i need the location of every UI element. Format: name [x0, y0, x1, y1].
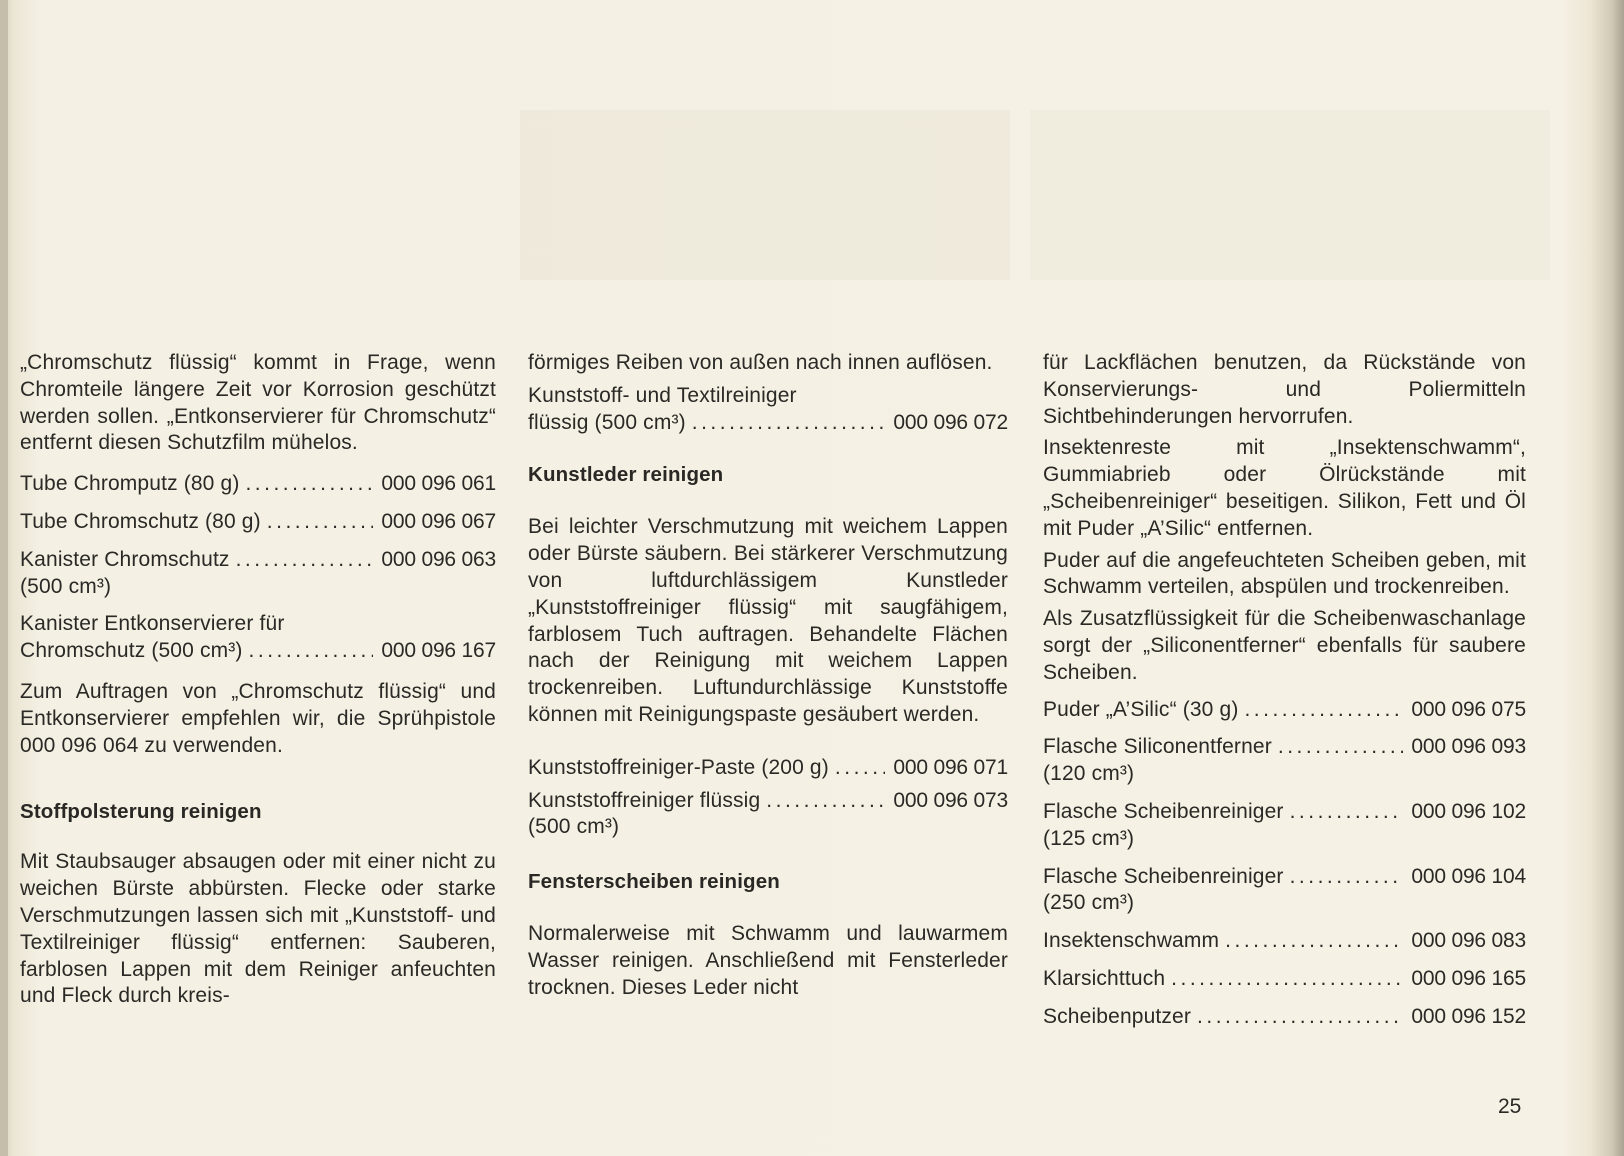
bleed-through-shadow: [520, 110, 1010, 280]
item-subline: (500 cm³): [20, 574, 112, 598]
dot-leader: [835, 755, 886, 782]
column-right: [1043, 350, 1526, 1031]
part-number: 000 096 063: [381, 547, 496, 571]
parts-item: [528, 788, 1008, 815]
parts-item: [20, 509, 496, 536]
parts-item: [1043, 928, 1526, 955]
part-number: 000 096 061: [381, 472, 496, 496]
parts-item: [528, 410, 1008, 437]
item-preline: Kanister Entkonservierer für: [20, 612, 285, 636]
item-name: Flasche Scheibenreiniger: [1043, 864, 1284, 888]
item-name: Flasche Scheibenreiniger: [1043, 799, 1284, 823]
note-paragraph: Zum Auftragen von „Chromschutz flüssig“ und Entkonservierer empfehlen wir, die Sprühpistole 000 096 064 zu verwenden.: [20, 679, 496, 757]
column-middle: [528, 350, 1008, 1002]
part-number: 000 096 083: [1411, 929, 1526, 953]
body-paragraph: Bei leichter Verschmutzung mit weichem Lappen oder Bürste säubern. Bei stärkerer Verschmutzung von luftdurchlässigem Kunstleder „Kunststoffreiniger flüssig“ mit saugfähigem, farblosem Tuch auftragen. Behandelte Flächen nach der Reinigung mit weichem Lappen trockenreiben. Luftundurchlässige Kunststoffe können mit Reinigungspaste gesäubert werden.: [528, 515, 1008, 726]
column-left: [20, 350, 496, 1010]
part-number: 000 096 102: [1411, 799, 1526, 823]
item-name: Kunststoffreiniger-Paste (200 g): [528, 755, 829, 779]
part-number: 000 096 067: [381, 509, 496, 533]
parts-item: [1043, 697, 1526, 724]
body-paragraph: Als Zusatzflüssigkeit für die Scheibenwaschanlage sorgt der „Siliconentferner“ ebenfalls für saubere Scheiben.: [1043, 607, 1526, 684]
item-preline: Kunststoff- und Textilreiniger: [528, 383, 797, 407]
part-number: 000 096 093: [1411, 735, 1526, 759]
continued-paragraph: förmiges Reiben von außen nach innen auflösen.: [528, 351, 993, 374]
item-name: flüssig (500 cm³): [528, 410, 686, 434]
body-paragraph: Puder auf die angefeuchteten Scheiben geben, mit Schwamm verteilen, abspülen und trockenreiben.: [1043, 548, 1526, 599]
item-name: Kanister Chromschutz: [20, 547, 230, 571]
item-name: Flasche Siliconentferner: [1043, 735, 1272, 759]
part-number: 000 096 104: [1411, 864, 1526, 888]
body-paragraph: Mit Staubsauger absaugen oder mit einer nicht zu weichen Bürste abbürsten. Flecke oder starke Verschmutzungen lassen sich mit „Kunststoff- und Textilreiniger flüssig“ entfernen: Sauberen, farblosen Lappen mit dem Reiniger anfeuchten und Fleck durch kreis-: [20, 850, 496, 1008]
part-number: 000 096 073: [893, 788, 1008, 812]
item-name: Insektenschwamm: [1043, 929, 1220, 953]
part-number: 000 096 071: [893, 755, 1008, 779]
dot-leader: [1290, 799, 1404, 826]
parts-item: [20, 638, 496, 665]
part-number: 000 096 075: [1411, 697, 1526, 721]
item-subline: (250 cm³): [1043, 891, 1135, 915]
bleed-through-shadow-right: [1030, 110, 1550, 280]
body-paragraph: Normalerweise mit Schwamm und lauwarmem Wasser reinigen. Anschließend mit Fensterleder trocknen. Dieses Leder nicht: [528, 922, 1008, 999]
dot-leader: [1225, 928, 1403, 955]
parts-item: [528, 755, 1008, 782]
parts-item: [20, 547, 496, 574]
page-spine-shadow: [0, 0, 8, 1156]
parts-item: [1043, 864, 1526, 891]
item-name: Chromschutz (500 cm³): [20, 639, 243, 663]
dot-leader: [692, 410, 886, 437]
section-heading: Fensterscheiben reinigen: [528, 870, 780, 894]
item-name: Scheibenputzer: [1043, 1004, 1192, 1028]
part-number: 000 096 167: [381, 639, 496, 663]
dot-leader: [1290, 864, 1404, 891]
dot-leader: [1244, 697, 1403, 724]
dot-leader: [1171, 966, 1403, 993]
part-number: 000 096 165: [1411, 966, 1526, 990]
parts-item: [20, 471, 496, 498]
dot-leader: [249, 638, 374, 665]
parts-item: [1043, 799, 1526, 826]
dot-leader: [1197, 1004, 1403, 1031]
dot-leader: [766, 788, 885, 815]
item-name: Klarsichttuch: [1043, 966, 1166, 990]
item-subline: (500 cm³): [528, 815, 620, 839]
page-number: 25: [1498, 1095, 1522, 1118]
item-name: Puder „A’Silic“ (30 g): [1043, 697, 1239, 721]
dot-leader: [245, 471, 373, 498]
section-heading: Kunstleder reinigen: [528, 463, 724, 487]
item-name: Kunststoffreiniger flüssig: [528, 788, 761, 812]
section-heading: Stoffpolsterung reinigen: [20, 800, 262, 824]
parts-item: [1043, 1004, 1526, 1031]
body-paragraph: für Lackflächen benutzen, da Rückstände von Konservierungs- und Poliermitteln Sichtbehinderungen hervorrufen.: [1043, 351, 1526, 428]
dot-leader: [1278, 734, 1404, 761]
part-number: 000 096 072: [893, 410, 1008, 434]
item-subline: (125 cm³): [1043, 826, 1135, 850]
body-paragraph: Insektenreste mit „Insektenschwamm“, Gummiabrieb oder Ölrückstände mit „Scheibenreiniger“ beseitigen. Silikon, Fett und Öl mit Puder „A’Silic“ entfernen.: [1043, 436, 1526, 540]
item-subline: (120 cm³): [1043, 762, 1135, 786]
dot-leader: [236, 547, 374, 574]
parts-item: [1043, 966, 1526, 993]
dot-leader: [267, 509, 374, 536]
parts-item: [1043, 734, 1526, 761]
item-name: Tube Chromputz (80 g): [20, 472, 240, 496]
intro-paragraph: „Chromschutz flüssig“ kommt in Frage, wenn Chromteile längere Zeit vor Korrosion geschützt werden sollen. „Entkonservierer für Chromschutz“ entfernt diesen Schutzfilm mühelos.: [20, 351, 496, 455]
part-number: 000 096 152: [1411, 1004, 1526, 1028]
item-name: Tube Chromschutz (80 g): [20, 509, 261, 533]
